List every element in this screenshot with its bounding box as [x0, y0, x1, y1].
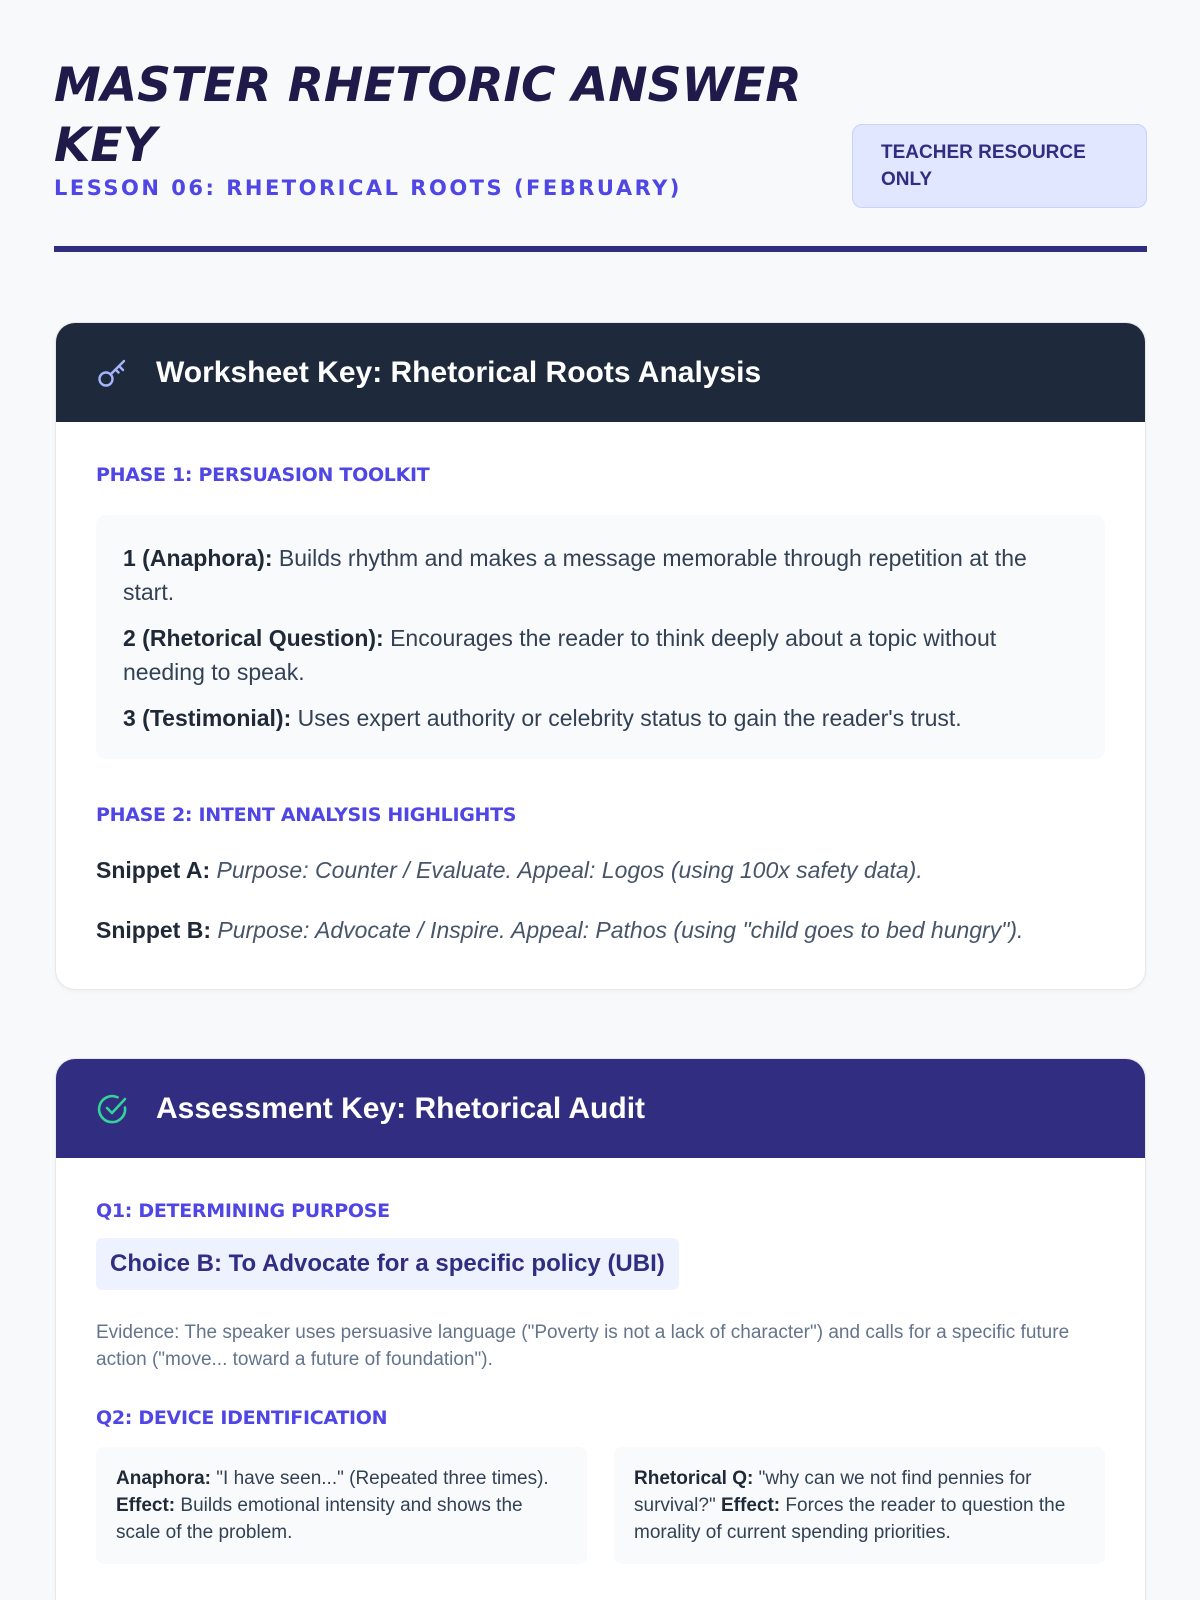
header-divider — [54, 246, 1147, 252]
toolkit-item — [123, 621, 1077, 689]
device-quote: "I have seen..." (Repeated three times). — [211, 1468, 549, 1489]
assessment-card-header — [56, 1059, 1145, 1158]
effect-label: Effect: — [721, 1495, 781, 1516]
device-identification-grid — [96, 1447, 1105, 1564]
page-title: MASTER RHETORIC ANSWER KEY — [54, 58, 802, 173]
snippet-a — [96, 854, 1105, 886]
device-effect: Builds emotional intensity and shows the scale of the problem. — [116, 1495, 523, 1543]
worksheet-card-header — [56, 323, 1145, 422]
toolkit-term: 2 (Rhetorical Question): — [123, 625, 384, 651]
q1-evidence: Evidence: The speaker uses persuasive language ("Poverty is not a lack of character") and calls for a specific future action ("move... toward a future of foundation"). — [96, 1322, 1070, 1370]
q1-label: Q1: DETERMINING PURPOSE — [96, 1200, 390, 1222]
phase2-label: PHASE 2: INTENT ANALYSIS HIGHLIGHTS — [96, 804, 517, 826]
toolkit-term: 3 (Testimonial): — [123, 705, 292, 731]
q1-answer — [96, 1238, 1105, 1290]
persuasion-toolkit-box — [96, 515, 1105, 759]
toolkit-text: Uses expert authority or celebrity status to gain the reader's trust. — [291, 705, 962, 731]
effect-label: Effect: — [116, 1495, 176, 1516]
page-header — [54, 56, 1147, 256]
toolkit-item — [123, 701, 1077, 735]
worksheet-key-card — [55, 322, 1146, 990]
device-term: Rhetorical Q: — [634, 1468, 754, 1489]
q2-label: Q2: DEVICE IDENTIFICATION — [96, 1407, 388, 1429]
toolkit-text: Builds rhythm and makes a message memorable through repetition at the start. — [123, 545, 1027, 605]
assessment-key-card — [55, 1058, 1146, 1600]
key-icon — [96, 356, 130, 390]
snippet-text: Purpose: Counter / Evaluate. Appeal: Logos (using 100x safety data). — [216, 857, 923, 883]
snippet-label: Snippet B: — [96, 917, 211, 943]
snippet-label: Snippet A: — [96, 857, 211, 883]
snippet-text: Purpose: Advocate / Inspire. Appeal: Pathos (using "child goes to bed hungry"). — [217, 917, 1024, 943]
phase1-label: PHASE 1: PERSUASION TOOLKIT — [96, 464, 430, 486]
page-subtitle: LESSON 06: RHETORICAL ROOTS (FEBRUARY) — [54, 176, 682, 200]
q1-choice: Choice B: To Advocate for a specific policy (UBI) — [96, 1238, 679, 1290]
snippet-b — [96, 914, 1105, 946]
device-term: Anaphora: — [116, 1468, 211, 1489]
check-circle-icon — [96, 1092, 130, 1126]
device-card-rhetorical-question — [614, 1447, 1105, 1564]
worksheet-card-title: Worksheet Key: Rhetorical Roots Analysis — [156, 355, 762, 389]
teacher-resource-badge: TEACHER RESOURCE ONLY — [852, 124, 1147, 208]
toolkit-text: Encourages the reader to think deeply about a topic without needing to speak. — [123, 625, 997, 685]
toolkit-term: 1 (Anaphora): — [123, 545, 273, 571]
device-effect: Forces the reader to question the morality of current spending priorities. — [634, 1495, 1066, 1543]
device-quote: "why can we not find pennies for survival?" — [634, 1468, 1032, 1516]
toolkit-item — [123, 541, 1077, 609]
assessment-card-title: Assessment Key: Rhetorical Audit — [156, 1091, 646, 1125]
device-card-anaphora — [96, 1447, 587, 1564]
